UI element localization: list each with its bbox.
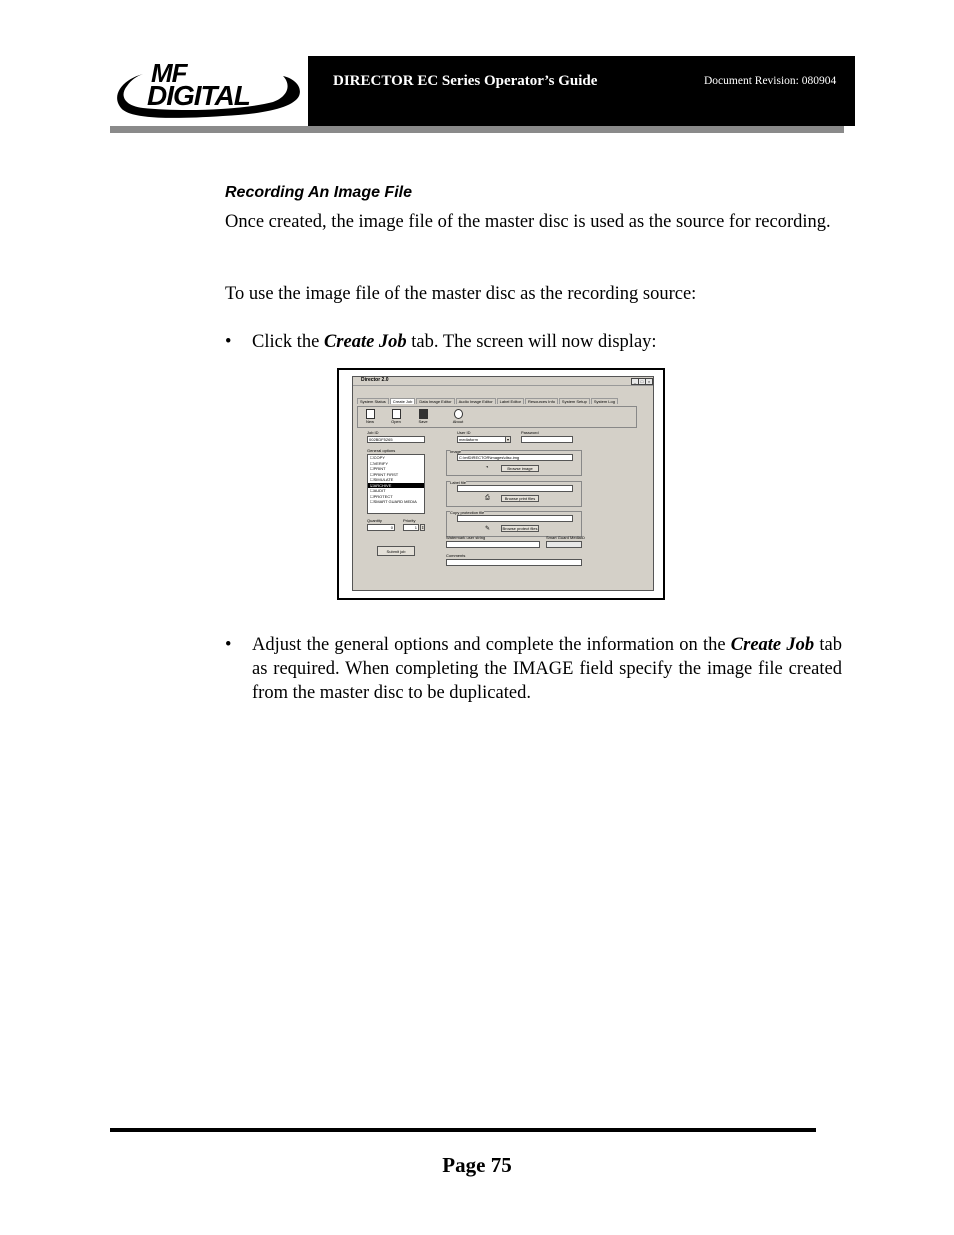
- image-label: Image: [450, 449, 462, 454]
- section-title: Recording An Image File: [225, 184, 412, 201]
- comments-label: Comments: [446, 553, 466, 558]
- open-folder-icon: [392, 409, 401, 419]
- paragraph-intro: Once created, the image file of the master disc is used as the source for recording.: [225, 212, 831, 232]
- quantity-field[interactable]: 0: [367, 524, 395, 531]
- image-field[interactable]: C:\mfDIRECTOR\images\disc.img: [457, 454, 573, 461]
- submit-job-button[interactable]: Submit job: [377, 546, 415, 556]
- watermark-label: Watermark user string: [446, 535, 486, 540]
- browse-protect-files-button[interactable]: Browse protect files: [502, 526, 538, 531]
- comments-field[interactable]: [446, 559, 582, 566]
- general-options-list: [367, 454, 425, 514]
- tab-system-status[interactable]: System Status: [357, 398, 389, 404]
- watermark-field[interactable]: [446, 541, 540, 548]
- maximize-icon[interactable]: □: [638, 378, 646, 385]
- header-shadow: [110, 126, 844, 133]
- footer-rule: [110, 1128, 816, 1132]
- job-id-field[interactable]: 002BDF5265: [367, 436, 425, 443]
- page-number: Page 75: [442, 1153, 512, 1177]
- priority-field[interactable]: 1: [403, 524, 419, 531]
- password-label: Password: [521, 430, 539, 435]
- paragraph-instruction: To use the image file of the master disc as the recording source:: [225, 284, 697, 304]
- mf-digital-logo: [103, 56, 308, 126]
- priority-spinner[interactable]: ⇕: [421, 525, 425, 530]
- bullet-item-1: Click the Create Job tab. The screen will now display:: [252, 332, 657, 352]
- option-smart-guard-media[interactable]: ☐SMART GUARD MEDIA: [370, 499, 417, 504]
- help-icon: [454, 409, 463, 419]
- save-icon: [419, 409, 428, 419]
- director-window: [352, 376, 654, 591]
- bullet-marker: •: [225, 332, 232, 352]
- option-protect[interactable]: ☐PROTECT: [370, 493, 393, 499]
- label-file-label: Label file: [450, 480, 467, 485]
- browse-print-files-button[interactable]: Browse print files: [501, 495, 539, 502]
- tab-bar: [357, 398, 619, 404]
- toolbar: [357, 406, 637, 428]
- copy-protection-field[interactable]: [457, 515, 573, 522]
- bullet-item-2: Adjust the general options and complete the information on the Create Job tab as required. When completing the IMAGE field specify the image file created from the master disc to be duplicated.: [252, 635, 842, 703]
- document-title: DIRECTOR EC Series Operator’s Guide: [333, 73, 598, 89]
- create-job-screenshot: [337, 368, 665, 600]
- new-button[interactable]: New: [360, 409, 380, 424]
- tab-resources-info[interactable]: Resources Info: [525, 398, 558, 404]
- window-titlebar: [353, 377, 653, 386]
- option-audit[interactable]: ☐AUDIT: [370, 488, 386, 493]
- label-file-field[interactable]: [457, 485, 573, 492]
- protect-icon: ✎: [485, 526, 491, 532]
- window-title: Director 2.0: [361, 377, 389, 383]
- tab-create-job[interactable]: Create Job: [390, 398, 416, 404]
- option-copy[interactable]: ☐COPY: [370, 455, 385, 460]
- priority-label: Priority: [403, 518, 416, 523]
- tab-system-log[interactable]: System Log: [591, 398, 618, 404]
- document-revision: Document Revision: 080904: [704, 75, 837, 87]
- general-options-label: General options: [367, 448, 396, 453]
- option-print-first[interactable]: ☐PRINT FIRST: [370, 471, 399, 477]
- new-file-icon: [366, 409, 375, 419]
- minimize-icon[interactable]: _: [631, 378, 639, 385]
- printer-icon: ⎙: [485, 495, 490, 501]
- image-disc-icon: ◔: [485, 465, 489, 471]
- bullet-marker: •: [225, 635, 232, 655]
- close-icon[interactable]: ×: [645, 378, 653, 385]
- smart-guard-label: Smart Guard MediaID: [546, 535, 585, 540]
- logo-text-bottom: DIGITAL: [147, 80, 250, 111]
- smart-guard-field[interactable]: [546, 541, 582, 548]
- tab-audio-image-editor[interactable]: Audio Image Editor: [456, 398, 496, 404]
- password-field[interactable]: [521, 436, 573, 443]
- option-archive[interactable]: ☑ARCHIVE: [368, 483, 424, 489]
- option-simulate[interactable]: ☐SIMULATE: [370, 477, 394, 482]
- quantity-label: Quantity: [367, 518, 382, 523]
- tab-data-image-editor[interactable]: Data Image Editor: [416, 398, 454, 404]
- user-id-label: User ID: [457, 430, 471, 435]
- save-button[interactable]: Save: [413, 409, 433, 424]
- option-verify[interactable]: ☐VERIFY: [370, 460, 389, 466]
- browse-image-button[interactable]: Browse image: [501, 465, 539, 472]
- job-id-label: Job ID: [367, 430, 379, 435]
- open-button[interactable]: Open: [386, 409, 406, 424]
- option-print[interactable]: ☐PRINT: [370, 466, 386, 471]
- tab-system-setup[interactable]: System Setup: [559, 398, 590, 404]
- logo-text-top: MF: [151, 58, 187, 88]
- copy-protection-label: Copy protection file: [450, 510, 485, 515]
- about-button[interactable]: About: [448, 409, 468, 424]
- chevron-down-icon[interactable]: ▾: [506, 437, 509, 442]
- tab-label-editor[interactable]: Label Editor: [497, 398, 524, 404]
- user-id-select[interactable]: mediaform: [457, 436, 511, 443]
